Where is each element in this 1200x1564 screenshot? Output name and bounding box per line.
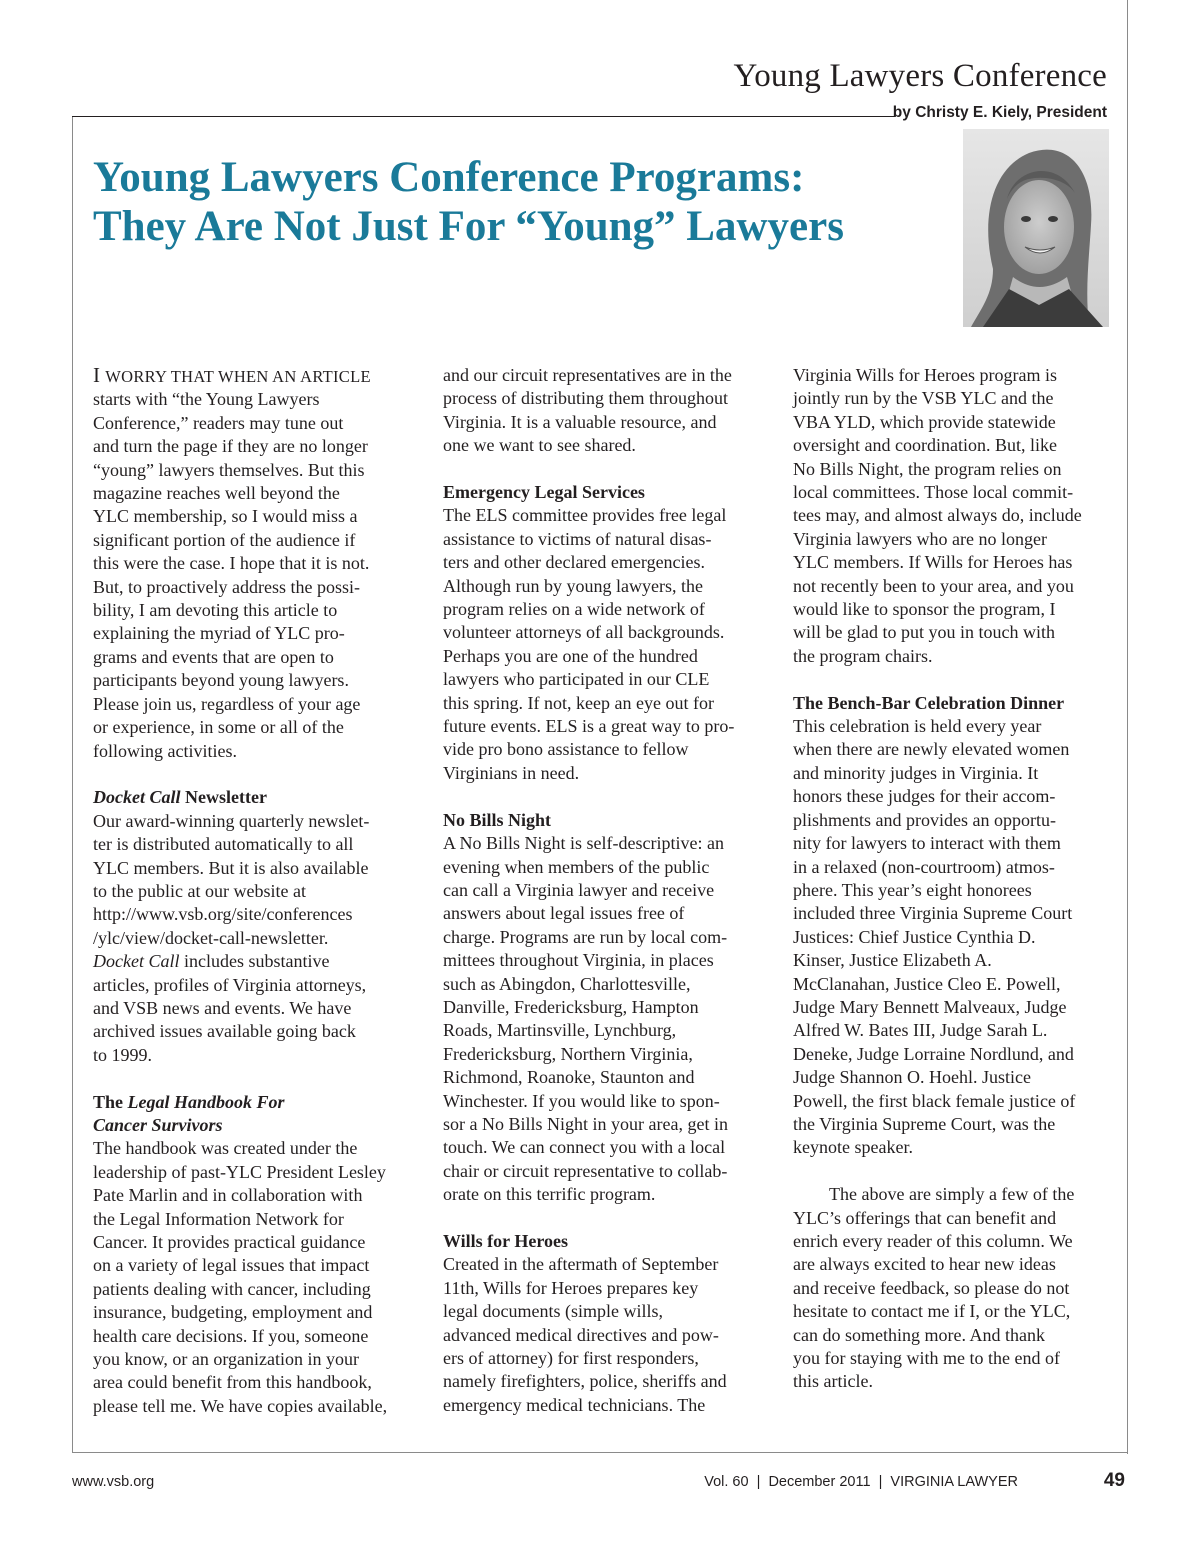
newsletter-url: http://www.vsb.org/site/conferences	[93, 904, 353, 925]
page-edge-rule	[1127, 0, 1128, 1454]
article-headline	[93, 153, 933, 251]
portrait-photo-icon	[963, 129, 1109, 327]
footer-website: www.vsb.org	[72, 1474, 155, 1490]
handbook-heading: The Legal Handbook For Cancer Survivors	[93, 1091, 285, 1135]
page-number: 49	[1103, 1470, 1125, 1491]
byline: by Christy E. Kiely, President	[892, 104, 1107, 121]
no-bills-night-heading: No Bills Night	[443, 809, 552, 830]
els-heading: Emergency Legal Services	[443, 482, 645, 503]
handbook-continued-paragraph: and our circuit representatives are in the process of distributing them throughout Virginia. It is a valuable resource, and one we want to see shared.	[443, 365, 732, 456]
els-paragraph: The ELS committee provides free legal assistance to victims of natural disas- ters and other declared emergencies. Although run by young lawyers, the program relies on a wide network of volunteer attorneys of all backgrounds. Perhaps you are one of the hundred lawyers who participated in our CLE this spring. If not, keep an eye out for future events. ELS is a great way to pro- vide pro bono assistance to fellow Virginians in need.	[443, 505, 735, 783]
author-portrait	[963, 129, 1109, 327]
wills-for-heroes-continued-paragraph: Virginia Wills for Heroes program is jointly run by the VSB YLC and the VBA YLD, which provide statewide oversight and coordination. But, like No Bills Night, the program relies on local committees. Those local commit- tees may, and almost always do, include Virginia lawyers who are no longer YLC members. If Wills for Heroes has not recently been to your area, and you would like to sponsor the program, I will be glad to put you in touch with the program chairs.	[793, 365, 1082, 666]
intro-paragraph: I WORRY THAT WHEN AN ARTICLE starts with “the Young Lawyers Conference,” readers may tune out and turn the page if they are no longer “young” lawyers themselves. But this magazine reaches well beyond the YLC membership, so I would miss a significant portion of the audience if this were the case. I hope that it is not. But, to proactively address the possi- bility, I am devoting this article to explaining the myriad of YLC pro- grams and events that are open to participants beyond young lawyers. Please join us, regardless of your age or experience, in some or all of the following activities.	[93, 364, 413, 763]
wills-for-heroes-paragraph: Created in the aftermath of September 11th, Wills for Heroes prepares key legal documents (simple wills, advanced medical directives and pow- ers of attorney) for first responders, namely firefighters, police, sheriffs and emergency medical technicians. The	[443, 1254, 727, 1415]
bench-bar-heading: The Bench-Bar Celebration Dinner	[793, 692, 1065, 713]
handbook-paragraph: The handbook was created under the leadership of past-YLC President Lesley Pate Marlin and in collaboration with the Legal Information Network for Cancer. It provides practical guidance on a variety of legal issues that impact patients dealing with cancer, including insurance, budgeting, employment and health care decisions. If you, someone you know, or an organization in your area could benefit from this handbook, please tell me. We have copies available,	[93, 1138, 388, 1416]
footer-issue-info: Vol. 60 | December 2011 | VIRGINIA LAWYER	[704, 1474, 1018, 1490]
bench-bar-paragraph: This celebration is held every year when there are newly elevated women and minority judges in Virginia. It honors these judges for their accom- plishments and provides an opportu- nity for lawyers to interact with them in a relaxed (non-courtroom) atmos- phere. This year’s eight honorees included three Virginia Supreme Court Justices: Chief Justice Cynthia D. Kinser, Justice Elizabeth A. McClanahan, Justice Cleo E. Powell, Judge Mary Bennett Malveaux, Judge Alfred W. Bates III, Judge Sarah L. Deneke, Judge Lorraine Nordlund, and Judge Shannon O. Hoehl. Justice Powell, the first black female justice of the Virginia Supreme Court, was the keynote speaker.	[793, 716, 1076, 1158]
section-name: Young Lawyers Conference	[733, 58, 1107, 94]
docket-call-heading: Docket Call Newsletter	[93, 787, 267, 808]
docket-call-paragraph: Our award-winning quarterly newslet- ter is distributed automatically to all YLC members. But it is also available to the public at our website at http://www.vsb.org/site/conferences /ylc/view/docket-call-newsletter. Docket Call includes substantive articles, profiles of Virginia attorneys, and VSB news and events. We have archived issues available going back to 1999.	[93, 810, 413, 1067]
no-bills-night-paragraph: A No Bills Night is self-descriptive: an evening when members of the public can call a Virginia lawyer and receive answers about legal issues free of charge. Programs are run by local com- mittees throughout Virginia, in places such as Abingdon, Charlottesville, Danville, Fredericksburg, Hampton Roads, Martinsville, Lynchburg, Fredericksburg, Northern Virginia, Richmond, Roanoke, Staunton and Winchester. If you would like to spon- sor a No Bills Night in your area, get in touch. We can connect you with a local chair or circuit representative to collab- orate on this terrific program.	[443, 833, 728, 1205]
article-column-2	[443, 364, 763, 1417]
article-column-1	[93, 364, 413, 1418]
wills-for-heroes-heading: Wills for Heroes	[443, 1230, 568, 1251]
closing-paragraph: The above are simply a few of the YLC’s offerings that can benefit and enrich every reader of this column. We are always excited to hear new ideas and receive feedback, so please do not hesitate to contact me if I, or the YLC, can do something more. And thank you for staying with me to the end of this article.	[793, 1184, 1075, 1392]
article-column-3	[793, 364, 1113, 1394]
newsletter-url: /ylc/view/docket-call-newsletter.	[93, 927, 329, 948]
headline-line: They Are Not Just For “Young” Lawyers	[93, 203, 844, 250]
headline-line: Young Lawyers Conference Programs:	[93, 154, 805, 201]
intro-lead: I WORRY THAT WHEN AN ARTICLE	[93, 363, 371, 387]
